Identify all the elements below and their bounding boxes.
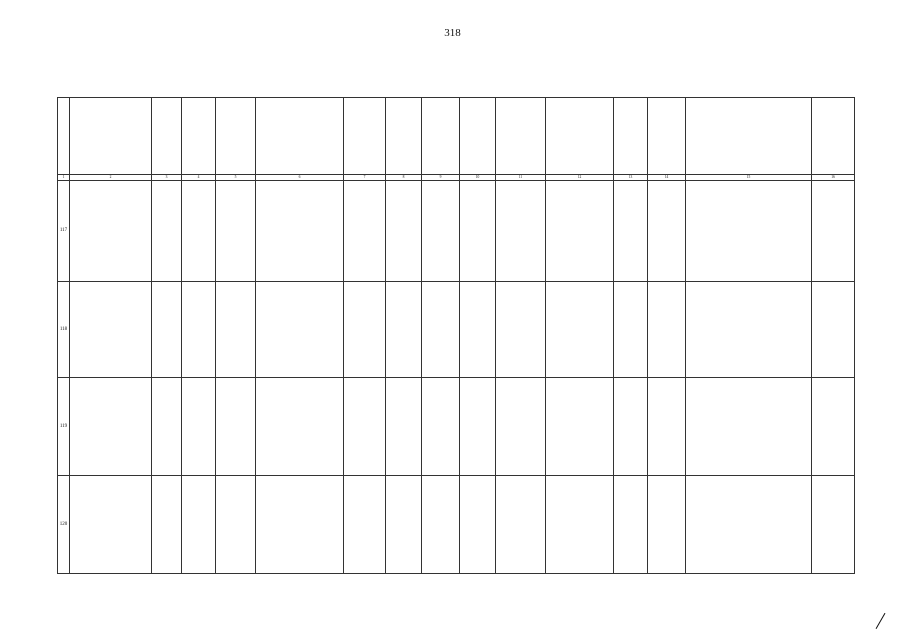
table-row	[58, 476, 855, 574]
row-number: 118	[58, 282, 70, 378]
table-cell	[546, 282, 614, 378]
page-number: 318	[444, 27, 461, 39]
column-number: 10	[460, 175, 496, 181]
table-cell	[460, 181, 496, 282]
table-cell	[648, 282, 686, 378]
table-cell	[386, 282, 422, 378]
table-cell	[686, 282, 812, 378]
table-cell	[344, 476, 386, 574]
table-cell	[182, 476, 216, 574]
table-cell	[812, 476, 855, 574]
column-number: 4	[182, 175, 216, 181]
table-cell	[546, 476, 614, 574]
table-cell	[216, 378, 256, 476]
table-cell	[460, 378, 496, 476]
row-number: 119	[58, 378, 70, 476]
table-cell	[614, 181, 648, 282]
table-row	[58, 181, 855, 282]
table-cell	[422, 476, 460, 574]
table-cell	[812, 378, 855, 476]
header-cell	[216, 98, 256, 175]
table-cell	[812, 181, 855, 282]
column-number: 1	[58, 175, 70, 181]
table-cell	[686, 181, 812, 282]
table-cell	[546, 181, 614, 282]
header-cell	[58, 98, 70, 175]
column-number: 3	[152, 175, 182, 181]
column-number: 15	[686, 175, 812, 181]
row-number: 120	[58, 476, 70, 574]
table-cell	[182, 181, 216, 282]
table-cell	[422, 282, 460, 378]
header-cell	[812, 98, 855, 175]
header-cell	[344, 98, 386, 175]
row-number: 117	[58, 181, 70, 282]
header-cell	[686, 98, 812, 175]
table-cell	[686, 378, 812, 476]
header-cell	[648, 98, 686, 175]
table-cell	[496, 282, 546, 378]
table-cell	[256, 378, 344, 476]
header-cell	[422, 98, 460, 175]
header-cell	[496, 98, 546, 175]
table-cell	[614, 378, 648, 476]
header-cell	[152, 98, 182, 175]
table-cell	[496, 181, 546, 282]
column-number: 14	[648, 175, 686, 181]
table-cell	[686, 476, 812, 574]
table-row	[58, 378, 855, 476]
table-cell	[648, 181, 686, 282]
table-cell	[496, 378, 546, 476]
table-cell	[460, 476, 496, 574]
table-cell	[256, 476, 344, 574]
column-number: 12	[546, 175, 614, 181]
table-cell	[152, 378, 182, 476]
equipment-registry-table	[57, 97, 855, 574]
column-number: 8	[386, 175, 422, 181]
header-row	[58, 98, 855, 175]
table-cell	[344, 181, 386, 282]
table-cell	[386, 476, 422, 574]
table-cell	[70, 181, 152, 282]
table-cell	[70, 378, 152, 476]
column-number: 5	[216, 175, 256, 181]
table-cell	[344, 378, 386, 476]
table-cell	[648, 476, 686, 574]
table-cell	[496, 476, 546, 574]
table-cell	[256, 282, 344, 378]
table-cell	[70, 476, 152, 574]
header-cell	[256, 98, 344, 175]
table-cell	[182, 282, 216, 378]
table-row	[58, 282, 855, 378]
table-cell	[216, 181, 256, 282]
column-number: 9	[422, 175, 460, 181]
table-cell	[386, 181, 422, 282]
table-cell	[812, 282, 855, 378]
header-cell	[70, 98, 152, 175]
table-cell	[344, 282, 386, 378]
table-cell	[614, 476, 648, 574]
table-cell	[614, 282, 648, 378]
pen-stroke-mark	[876, 613, 886, 629]
column-number: 6	[256, 175, 344, 181]
table-cell	[460, 282, 496, 378]
column-number: 11	[496, 175, 546, 181]
column-number: 13	[614, 175, 648, 181]
table-cell	[422, 181, 460, 282]
table-cell	[216, 476, 256, 574]
table-cell	[546, 378, 614, 476]
header-cell	[614, 98, 648, 175]
table-cell	[152, 476, 182, 574]
table-cell	[152, 181, 182, 282]
table-cell	[386, 378, 422, 476]
column-number: 16	[812, 175, 855, 181]
table-cell	[152, 282, 182, 378]
table-cell	[648, 378, 686, 476]
table-cell	[70, 282, 152, 378]
table-cell	[422, 378, 460, 476]
header-cell	[460, 98, 496, 175]
table-cell	[256, 181, 344, 282]
table-cell	[182, 378, 216, 476]
column-number: 7	[344, 175, 386, 181]
header-cell	[182, 98, 216, 175]
header-cell	[386, 98, 422, 175]
column-number: 2	[70, 175, 152, 181]
table-cell	[216, 282, 256, 378]
header-cell	[546, 98, 614, 175]
